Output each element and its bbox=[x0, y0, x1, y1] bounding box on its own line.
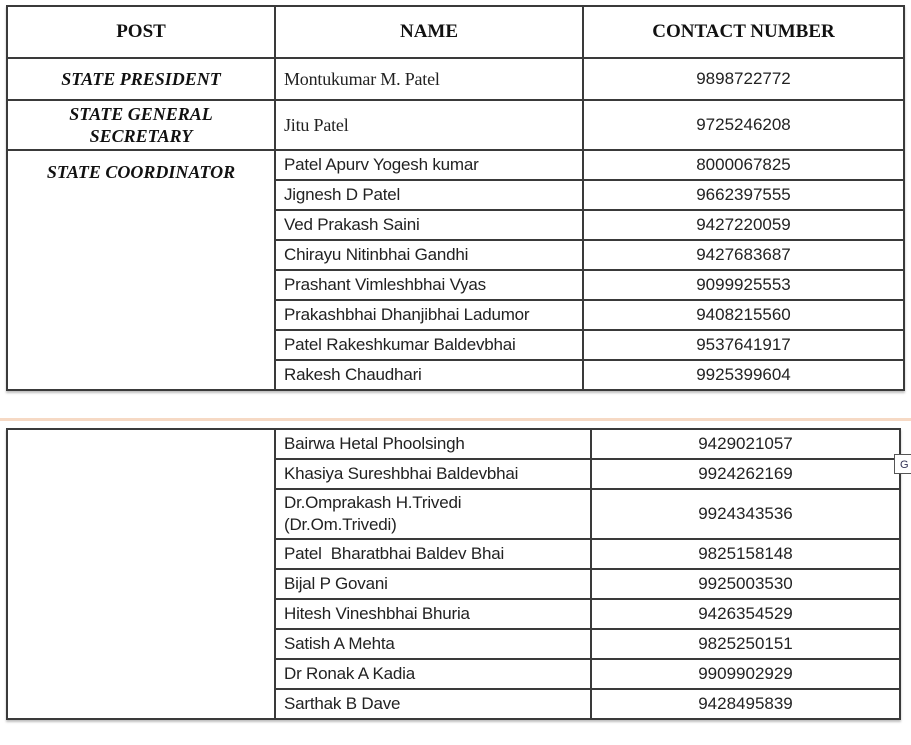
name-cell: Sarthak B Dave bbox=[275, 689, 591, 719]
contact-cell: 9725246208 bbox=[583, 100, 904, 150]
contact-cell: 9924343536 bbox=[591, 489, 900, 539]
contact-cell: 9408215560 bbox=[583, 300, 904, 330]
name-cell: Prashant Vimleshbhai Vyas bbox=[275, 270, 583, 300]
contact-cell: 9427683687 bbox=[583, 240, 904, 270]
name-cell: Bairwa Hetal Phoolsingh bbox=[275, 429, 591, 459]
post-line: STATE GENERAL bbox=[69, 104, 213, 124]
name-cell bbox=[275, 489, 591, 539]
name-cell: Montukumar M. Patel bbox=[275, 58, 583, 100]
name-cell: Jitu Patel bbox=[275, 100, 583, 150]
contact-cell: 9537641917 bbox=[583, 330, 904, 360]
name-line: Dr.Omprakash H.Trivedi bbox=[284, 493, 462, 512]
name-cell: Satish A Mehta bbox=[275, 629, 591, 659]
name-cell: Rakesh Chaudhari bbox=[275, 360, 583, 390]
contact-cell: 9898722772 bbox=[583, 58, 904, 100]
contact-table-part-1 bbox=[6, 5, 905, 391]
name-cell: Hitesh Vineshbhai Bhuria bbox=[275, 599, 591, 629]
table-row bbox=[7, 100, 904, 150]
contact-cell: 9426354529 bbox=[591, 599, 900, 629]
post-cell bbox=[7, 100, 275, 150]
name-cell: Dr Ronak A Kadia bbox=[275, 659, 591, 689]
header-contact: CONTACT NUMBER bbox=[583, 6, 904, 58]
header-row bbox=[7, 6, 904, 58]
contact-cell: 9662397555 bbox=[583, 180, 904, 210]
contact-cell: 9909902929 bbox=[591, 659, 900, 689]
contact-cell: 8000067825 bbox=[583, 150, 904, 180]
contact-cell: 9925399604 bbox=[583, 360, 904, 390]
name-line: (Dr.Om.Trivedi) bbox=[284, 515, 397, 534]
name-cell: Ved Prakash Saini bbox=[275, 210, 583, 240]
post-cell: STATE PRESIDENT bbox=[7, 58, 275, 100]
page-separator bbox=[0, 418, 911, 421]
name-cell: Jignesh D Patel bbox=[275, 180, 583, 210]
post-line: SECRETARY bbox=[89, 126, 193, 146]
contact-cell: 9825158148 bbox=[591, 539, 900, 569]
contact-cell: 9427220059 bbox=[583, 210, 904, 240]
contact-cell: 9428495839 bbox=[591, 689, 900, 719]
contact-cell: 9099925553 bbox=[583, 270, 904, 300]
post-cell-empty bbox=[7, 429, 275, 719]
name-cell: Khasiya Sureshbhai Baldevbhai bbox=[275, 459, 591, 489]
contact-cell: 9924262169 bbox=[591, 459, 900, 489]
header-post: POST bbox=[7, 6, 275, 58]
contact-table-part-2 bbox=[6, 428, 901, 720]
name-cell: Bijal P Govani bbox=[275, 569, 591, 599]
post-cell: STATE COORDINATOR bbox=[7, 150, 275, 390]
contact-cell: 9429021057 bbox=[591, 429, 900, 459]
name-cell: Patel Rakeshkumar Baldevbhai bbox=[275, 330, 583, 360]
name-cell: Patel Apurv Yogesh kumar bbox=[275, 150, 583, 180]
table-row bbox=[7, 429, 900, 459]
table-row bbox=[7, 150, 904, 180]
contact-cell: 9825250151 bbox=[591, 629, 900, 659]
name-cell: Prakashbhai Dhanjibhai Ladumor bbox=[275, 300, 583, 330]
header-name: NAME bbox=[275, 6, 583, 58]
translate-badge[interactable]: G bbox=[894, 454, 911, 474]
contact-cell: 9925003530 bbox=[591, 569, 900, 599]
table-row bbox=[7, 58, 904, 100]
name-cell: Chirayu Nitinbhai Gandhi bbox=[275, 240, 583, 270]
name-cell: Patel Bharatbhai Baldev Bhai bbox=[275, 539, 591, 569]
